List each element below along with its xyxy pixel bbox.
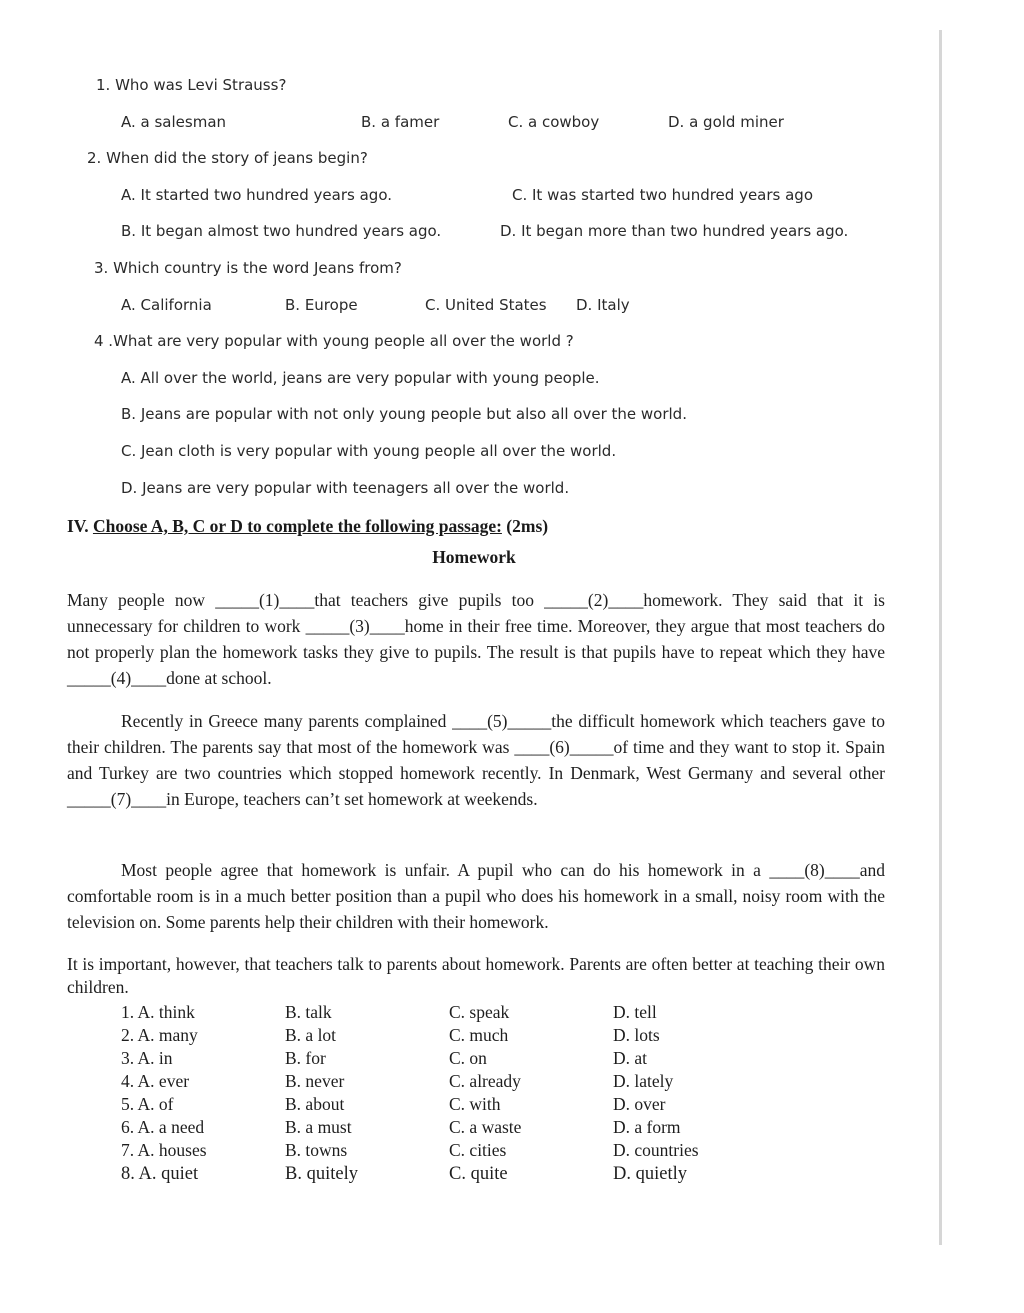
answer-choice: C. a waste (449, 1117, 522, 1137)
q4-option-b: B. Jeans are popular with not only young people but also all over the world. (121, 405, 687, 423)
answer-choice: C. quite (449, 1164, 508, 1184)
answer-choice: C. much (449, 1025, 509, 1045)
answer-choice: B. towns (285, 1140, 348, 1160)
answer-row-4 (0, 1071, 900, 1094)
question-3: 3. Which country is the word Jeans from? (94, 259, 402, 277)
q4-option-c: C. Jean cloth is very popular with young people all over the world. (121, 442, 617, 460)
answer-choice: 2. A. many (121, 1025, 198, 1045)
q3-option-c: C. United States (425, 296, 547, 314)
answer-choice: C. cities (449, 1140, 507, 1160)
answer-choice: D. tell (613, 1002, 657, 1022)
q1-option-b: B. a famer (361, 113, 440, 131)
answer-row-3 (0, 1048, 900, 1071)
passage-paragraph-1: Many people now _____(1)____that teachers give pupils too _____(2)____homework. They said that it is unnecessary for children to work _____(3)____home in their free time. Moreover, they argue that most teachers do not properly plan the homework tasks they give to pupils. The result is that pupils have to repeat which they have _____(4)____done at school. (67, 590, 885, 688)
answer-choice: D. countries (613, 1140, 699, 1160)
answer-choice: D. quietly (613, 1164, 687, 1184)
question-2: 2. When did the story of jeans begin? (87, 149, 368, 167)
answer-choice: B. a must (285, 1117, 352, 1137)
answer-choice: B. for (285, 1048, 326, 1068)
answer-choice: 4. A. ever (121, 1071, 190, 1091)
answer-choice: D. lately (613, 1071, 674, 1091)
q2-option-c: C. It was started two hundred years ago (512, 186, 814, 204)
answer-choice: B. quitely (285, 1164, 358, 1184)
answer-row-2 (0, 1025, 900, 1048)
section-heading (67, 516, 548, 537)
q1-option-c: C. a cowboy (508, 113, 600, 131)
passage-paragraph-2: Recently in Greece many parents complained ____(5)_____the difficult homework which teachers gave to their children. The parents say that most of the homework was ____(6)_____of time and they want to stop it. Spain and Turkey are two countries which stopped homework recently. In Denmark, West Germany and several other _____(7)____in Europe, teachers can’t set homework at weekends. (67, 711, 885, 809)
answer-choice: B. a lot (285, 1025, 337, 1045)
page-edge (939, 30, 942, 1245)
answer-choice: C. speak (449, 1002, 510, 1022)
question-4: 4 .What are very popular with young people all over the world ? (94, 332, 574, 350)
answer-row-5 (0, 1094, 900, 1117)
answer-choice: C. already (449, 1071, 521, 1091)
passage-paragraph-3: Most people agree that homework is unfair. A pupil who can do his homework in a ____(8)____and comfortable room is in a much better position than a pupil who does his homework in a small, noisy room with the television on. Some parents help their children with their homework. (67, 860, 885, 932)
q2-option-b: B. It began almost two hundred years ago. (121, 222, 442, 240)
question-1: 1. Who was Levi Strauss? (96, 76, 287, 94)
answer-choice: D. a form (613, 1117, 681, 1137)
answer-row-8 (0, 1164, 900, 1187)
answer-choice: C. on (449, 1048, 487, 1068)
answer-choice: 7. A. houses (121, 1140, 207, 1160)
q4-option-d: D. Jeans are very popular with teenagers all over the world. (121, 479, 570, 497)
section-instruction: Choose A, B, C or D to complete the following passage: (92, 516, 502, 536)
answer-choice: C. with (449, 1094, 501, 1114)
q3-option-b: B. Europe (285, 296, 358, 314)
answer-choice: 8. A. quiet (121, 1164, 199, 1184)
answer-row-6 (0, 1117, 900, 1140)
answer-choice: B. talk (285, 1002, 332, 1022)
q1-option-d: D. a gold miner (668, 113, 784, 131)
q1-option-a: A. a salesman (121, 113, 227, 131)
q3-option-d: D. Italy (576, 296, 630, 314)
passage-paragraph-4: It is important, however, that teachers talk to parents about homework. Parents are often better at teaching their own children. (67, 954, 885, 997)
answer-choice: D. over (613, 1094, 666, 1114)
answer-choice: B. never (285, 1071, 345, 1091)
answer-row-7 (0, 1140, 900, 1163)
passage-title: Homework (432, 547, 516, 567)
section-number: IV. (67, 516, 89, 536)
q3-option-a: A. California (121, 296, 212, 314)
q2-option-a: A. It started two hundred years ago. (121, 186, 392, 204)
answer-choice: 5. A. of (121, 1094, 174, 1114)
q2-option-d: D. It began more than two hundred years ago. (500, 222, 849, 240)
section-marks: (2ms) (506, 516, 549, 536)
answer-choice: 3. A. in (121, 1048, 173, 1068)
answer-row-1 (0, 1002, 900, 1025)
answer-choice: D. at (613, 1048, 648, 1068)
answer-choice: D. lots (613, 1025, 660, 1045)
answer-choice: 6. A. a need (121, 1117, 205, 1137)
answer-choice: B. about (285, 1094, 345, 1114)
answer-choice: 1. A. think (121, 1002, 195, 1022)
q4-option-a: A. All over the world, jeans are very popular with young people. (121, 369, 600, 387)
